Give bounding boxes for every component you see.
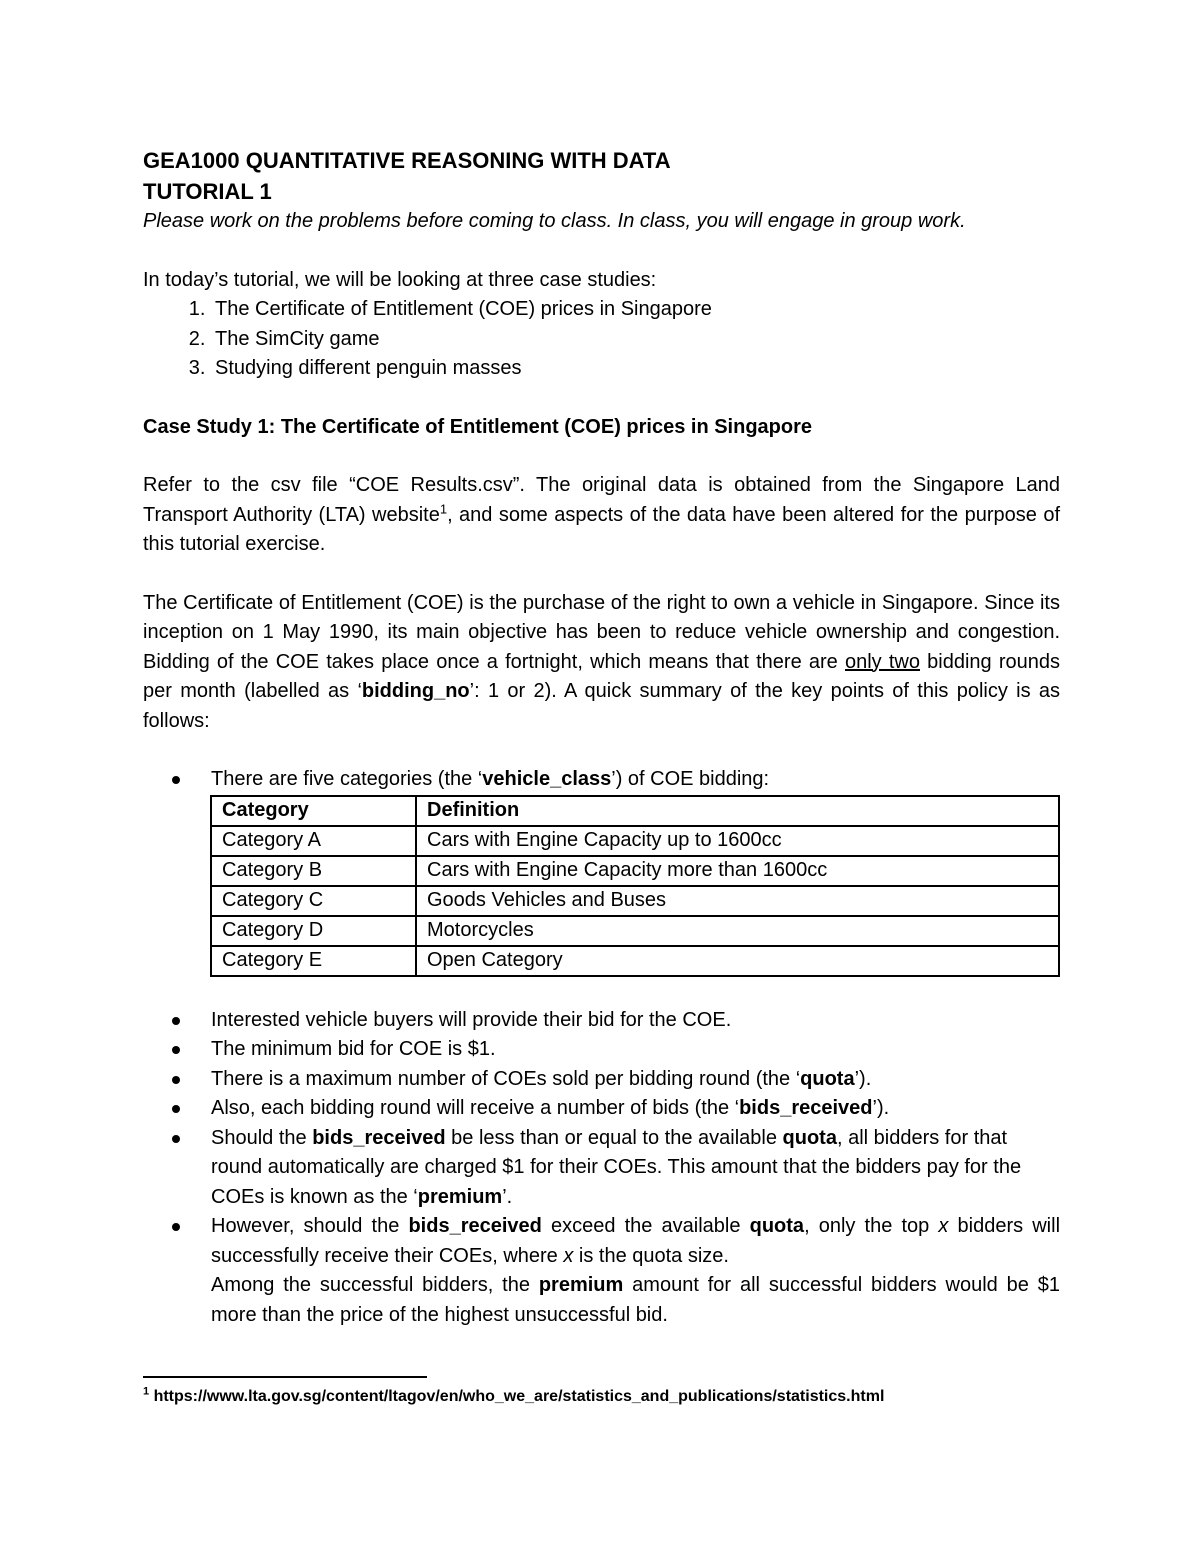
table-cell: Category A xyxy=(211,826,416,856)
list-item: Should the bids_received be less than or equal to the available quota, all bidders for that round automatically are charged $1 for their COEs. This amount that the bidders pay for the COEs is known as the ‘premium’. xyxy=(143,1124,1060,1213)
footnote: $^1$ https://www.lta.gov.sg/content/ltagov/en/who_we_are/statistics_and_publications/statistics.html xyxy=(143,1385,885,1405)
list-item: There is a maximum number of COEs sold per bidding round (the ‘quota’). xyxy=(143,1065,1060,1095)
case-list xyxy=(143,295,1060,384)
table-row xyxy=(211,886,1059,916)
table-cell: Category B xyxy=(211,856,416,886)
case-item: 1. The Certificate of Entitlement (COE) prices in Singapore xyxy=(211,295,1060,325)
table-row xyxy=(211,946,1059,976)
table-cell: Category C xyxy=(211,886,416,916)
table-cell: Cars with Engine Capacity up to 1600cc xyxy=(416,826,1059,856)
footnote-link[interactable]: https://www.lta.gov.sg/content/ltagov/en/who_we_are/statistics_and_publications/statistics.html xyxy=(149,1388,885,1405)
table-header: Category xyxy=(211,796,416,826)
bullet-list-categories xyxy=(143,765,1060,795)
case-item: 3. Studying different penguin masses xyxy=(211,354,1060,384)
category-table xyxy=(210,795,1060,977)
list-item: Interested vehicle buyers will provide their bid for the COE. xyxy=(143,1006,1060,1036)
tutorial-label: TUTORIAL 1 xyxy=(143,179,272,204)
list-item: There are five categories (the ‘vehicle_class’) of COE bidding: xyxy=(143,765,1060,795)
document-page xyxy=(143,145,1060,1330)
intro-text: In today’s tutorial, we will be looking at three case studies: xyxy=(143,268,657,291)
table-cell: Goods Vehicles and Buses xyxy=(416,886,1059,916)
table-header-row xyxy=(211,796,1059,826)
case-study-heading: Case Study 1: The Certificate of Entitlement (COE) prices in Singapore xyxy=(143,415,813,438)
table-cell: Cars with Engine Capacity more than 1600cc xyxy=(416,856,1059,886)
table-row xyxy=(211,856,1059,886)
paragraph-policy: The Certificate of Entitlement (COE) is the purchase of the right to own a vehicle in Singapore. Since its inception on 1 May 1990, its main objective has been to reduce vehicle ownership and congestion. Bidding of the COE takes place once a fortnight, which means that there are only two bidding rounds per month (labelled as ‘bidding_no’: 1 or 2). A quick summary of the key points of this policy is as follows: xyxy=(143,591,1061,732)
table-cell: Motorcycles xyxy=(416,916,1059,946)
document-title: GEA1000 QUANTITATIVE REASONING WITH DATA xyxy=(143,148,671,173)
list-item: Also, each bidding round will receive a number of bids (the ‘bids_received’). xyxy=(143,1094,1060,1124)
table-row xyxy=(211,826,1059,856)
table-cell: Category E xyxy=(211,946,416,976)
footnote-ref[interactable]: 1 xyxy=(439,500,448,516)
list-item: However, should the bids_received exceed the available quota, only the top x bidders will successfully receive their COEs, where x is the quota size. Among the successful bidders, the premium amount for all successful bidders would be $1 more than the price of the highest unsuccessful bid. xyxy=(143,1212,1060,1330)
table-cell: Open Category xyxy=(416,946,1059,976)
list-item: The minimum bid for COE is $1. xyxy=(143,1035,1060,1065)
case-item: 2. The SimCity game xyxy=(211,325,1060,355)
table-header: Definition xyxy=(416,796,1059,826)
instruction-text: Please work on the problems before coming to class. In class, you will engage in group work. xyxy=(143,210,966,232)
table-cell: Category D xyxy=(211,916,416,946)
table-row xyxy=(211,916,1059,946)
paragraph-source: Refer to the csv file “COE Results.csv”. The original data is obtained from the Singapore Land Transport Authority (LTA) website$^1$, and some aspects of the data have been altered for the purpose of this tutorial exercise. xyxy=(143,474,1061,555)
bullet-list-rules xyxy=(143,1006,1060,1331)
footnote-divider xyxy=(143,1376,427,1378)
